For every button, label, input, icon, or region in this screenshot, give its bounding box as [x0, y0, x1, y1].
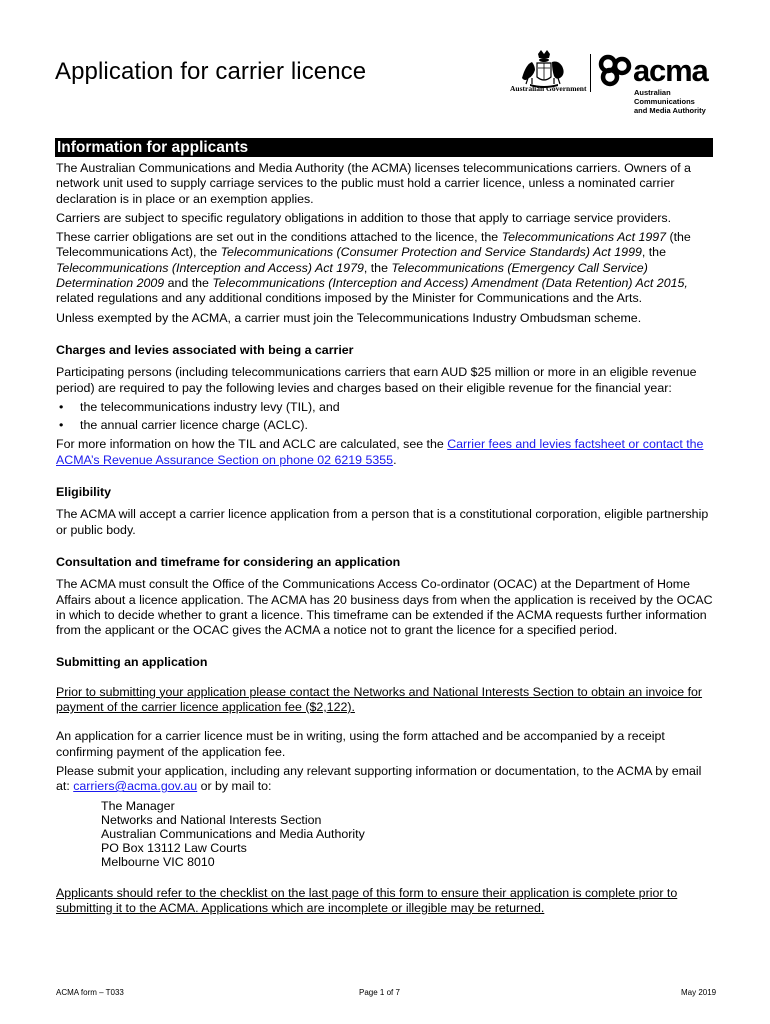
obligations-paragraph: These carrier obligations are set out in the conditions attached to the licence, the Telecommunications Act 1997 (the Telecommunications Act), the Telecommunications (Consumer Protection and Service Standards) Act 1999, the Telecommunications (Interception and Access) Act 1979, the Telecommunications (Emergency Call Service) Determination 2009 and the Telecommunications (Interception and Access) Amendment (Data Retention) Act 2015, related regulations and any additional conditions imposed by the Minister for Communications and the Arts.	[56, 230, 691, 306]
bullet-icon: •	[59, 418, 64, 433]
government-label: Australian Government	[510, 84, 587, 93]
acma-logo-icon	[596, 52, 636, 88]
footer-page-number: Page 1 of 7	[359, 988, 400, 997]
eligibility-paragraph: The ACMA will accept a carrier licence application from a person that is a constitutional corporation, eligible partnership or public body.	[56, 507, 709, 537]
logo-divider	[590, 54, 591, 92]
consultation-heading: Consultation and timeframe for considering an application	[56, 554, 401, 569]
page-title: Application for carrier licence	[55, 58, 367, 85]
intro-paragraph: Carriers are subject to specific regulatory obligations in addition to those that apply to carriage service providers.	[56, 210, 672, 225]
footer-form-id: ACMA form – T033	[56, 988, 124, 997]
levies-list	[56, 400, 716, 434]
footer-date: May 2019	[681, 988, 717, 997]
checklist-paragraph: Applicants should refer to the checklist on the last page of this form to ensure their application is complete prior to submitting it to the ACMA. Applications which are incomplete or illegible may be returned.	[56, 885, 678, 915]
acma-wordmark: acma	[633, 53, 708, 88]
submitting-heading: Submitting an application	[56, 655, 208, 670]
charges-heading: Charges and levies associated with being a carrier	[56, 342, 354, 357]
address-line: Australian Communications and Media Authority	[101, 826, 365, 841]
written-application-paragraph: An application for a carrier licence must be in writing, using the form attached and be accompanied by a receipt confirming payment of the application fee.	[56, 729, 665, 759]
address-line: PO Box 13112 Law Courts	[101, 841, 247, 856]
email-link[interactable]: carriers@acma.gov.au	[73, 779, 198, 794]
invoice-paragraph: Prior to submitting your application please contact the Networks and National Interests Section to obtain an invoice for payment of the carrier licence application fee ($2,122).	[56, 684, 703, 715]
submit-paragraph: Please submit your application, including any relevant supporting information or documentation, to the ACMA by email at: carriers@acma.gov.au or by mail to:	[56, 763, 702, 794]
document-body	[56, 161, 716, 920]
consultation-paragraph: The ACMA must consult the Office of the Communications Access Co-ordinator (OCAC) at the Department of Home Affairs about a licence application. The ACMA has 20 business days from when the application is received by the OCAC in which to decide whether to grant a licence. This timeframe can be extended if the ACMA requests further information from the applicant or the OCAC gives the ACMA a notice not to grant the licence for a specified period.	[56, 577, 713, 638]
more-info-paragraph: For more information on how the TIL and ACLC are calculated, see the Carrier fees and levies factsheet or contact the ACMA’s Revenue Assurance Section on phone 02 6219 5355.	[56, 437, 704, 467]
list-item: • the telecommunications industry levy (TIL), and	[59, 399, 340, 414]
mailing-address	[101, 799, 716, 870]
address-line: Networks and National Interests Section	[101, 812, 322, 827]
eligibility-heading: Eligibility	[56, 485, 112, 500]
charges-paragraph: Participating persons (including telecommunications carriers that earn AUD $25 million or more in an eligible revenue period) are required to pay the following levies and charges based on their eligible revenue for the financial year:	[56, 365, 697, 395]
address-line: Melbourne VIC 8010	[101, 855, 215, 870]
acma-subtitle: Australian Communications and Media Authority	[634, 88, 706, 115]
address-line: The Manager	[101, 798, 175, 813]
list-item: • the annual carrier licence charge (ACLC).	[59, 418, 308, 433]
section-heading: Information for applicants	[55, 138, 713, 157]
intro-paragraph: The Australian Communications and Media Authority (the ACMA) licenses telecommunications carriers. Owners of a network unit used to supply carriage services to the public must hold a carrier licence, unless a nominated carrier declaration is in place or an exemption applies.	[56, 161, 691, 206]
factsheet-link[interactable]: Carrier fees and levies factsheet or contact the ACMA’s Revenue Assurance Section on phone 02 6219 5355	[56, 437, 704, 467]
bullet-icon: •	[59, 399, 64, 414]
intro-paragraph: Unless exempted by the ACMA, a carrier must join the Telecommunications Industry Ombudsman scheme.	[56, 310, 642, 325]
